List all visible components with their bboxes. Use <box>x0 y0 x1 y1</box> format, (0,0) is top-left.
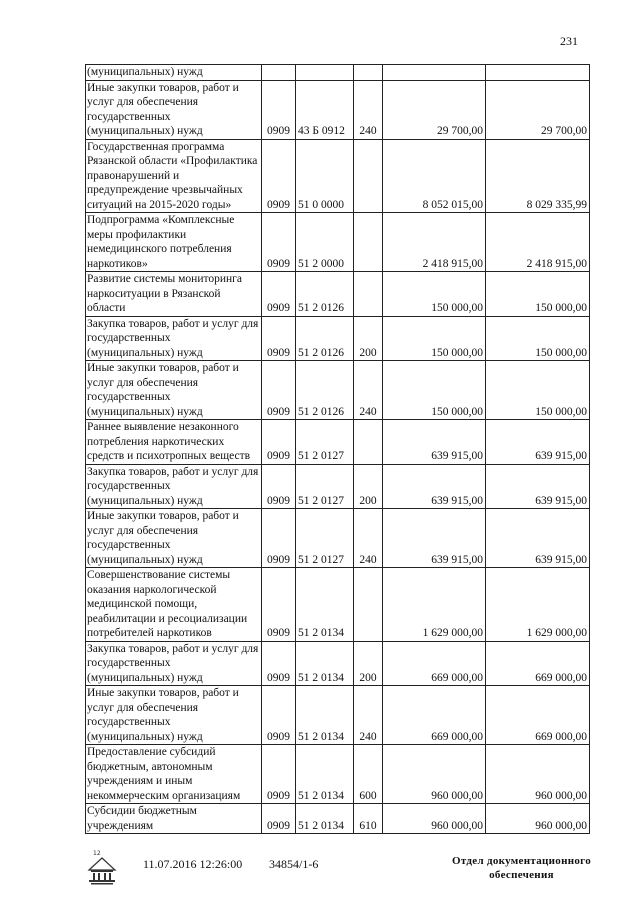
table-row <box>86 361 590 420</box>
row-name-cell: Иные закупки товаров, работ и услуг для обеспечения государственных (муниципальных) нужд <box>86 80 262 139</box>
row-name-cell: Иные закупки товаров, работ и услуг для обеспечения государственных (муниципальных) нужд <box>86 686 262 745</box>
row-sum1-cell: 8 052 015,00 <box>383 139 486 213</box>
row-kind-cell <box>354 213 383 272</box>
table-row <box>86 65 590 81</box>
row-sum2-cell: 639 915,00 <box>486 509 590 568</box>
row-name-cell: Совершенствование системы оказания наркологической медицинской помощи, реабилитации и ресоциализации потребителей наркотиков <box>86 568 262 642</box>
row-code-cell: 51 2 0134 <box>296 568 354 642</box>
page-footer <box>85 848 595 888</box>
row-sum2-cell: 29 700,00 <box>486 80 590 139</box>
row-section-cell: 0909 <box>262 641 296 686</box>
table-row <box>86 420 590 465</box>
row-kind-cell <box>354 420 383 465</box>
row-sum2-cell: 639 915,00 <box>486 464 590 509</box>
table-row <box>86 80 590 139</box>
row-code-cell: 51 2 0134 <box>296 745 354 804</box>
row-section-cell: 0909 <box>262 80 296 139</box>
row-kind-cell: 200 <box>354 316 383 361</box>
row-code-cell: 51 2 0127 <box>296 509 354 568</box>
row-sum1-cell <box>383 65 486 81</box>
row-kind-cell <box>354 568 383 642</box>
row-sum1-cell: 2 418 915,00 <box>383 213 486 272</box>
table-row <box>86 272 590 317</box>
table-body <box>86 65 590 834</box>
table-row <box>86 641 590 686</box>
table-row <box>86 686 590 745</box>
row-name-cell: (муниципальных) нужд <box>86 65 262 81</box>
footer-datetime: 11.07.2016 12:26:00 <box>143 857 243 871</box>
row-sum1-cell: 639 915,00 <box>383 464 486 509</box>
footer-document-number: 34854/1-6 <box>269 857 319 871</box>
row-code-cell: 51 0 0000 <box>296 139 354 213</box>
footer-department <box>452 854 591 882</box>
row-kind-cell: 600 <box>354 745 383 804</box>
table-row <box>86 213 590 272</box>
row-section-cell: 0909 <box>262 272 296 317</box>
row-section-cell: 0909 <box>262 464 296 509</box>
row-code-cell: 51 2 0126 <box>296 272 354 317</box>
row-name-cell: Иные закупки товаров, работ и услуг для обеспечения государственных (муниципальных) нужд <box>86 361 262 420</box>
row-sum2-cell: 669 000,00 <box>486 641 590 686</box>
row-sum1-cell: 639 915,00 <box>383 420 486 465</box>
row-sum2-cell: 639 915,00 <box>486 420 590 465</box>
row-kind-cell: 240 <box>354 361 383 420</box>
row-sum2-cell: 150 000,00 <box>486 361 590 420</box>
row-sum2-cell: 2 418 915,00 <box>486 213 590 272</box>
row-name-cell: Раннее выявление незаконного потребления наркотических средств и психотропных веществ <box>86 420 262 465</box>
registry-logo-icon <box>85 848 119 886</box>
row-section-cell: 0909 <box>262 509 296 568</box>
table-row <box>86 464 590 509</box>
footer-department-line2: обеспечения <box>489 869 554 881</box>
row-name-cell: Иные закупки товаров, работ и услуг для обеспечения государственных (муниципальных) нужд <box>86 509 262 568</box>
row-sum2-cell: 1 629 000,00 <box>486 568 590 642</box>
row-code-cell <box>296 65 354 81</box>
row-section-cell: 0909 <box>262 361 296 420</box>
table-row <box>86 745 590 804</box>
row-kind-cell <box>354 139 383 213</box>
row-section-cell: 0909 <box>262 568 296 642</box>
row-code-cell: 43 Б 0912 <box>296 80 354 139</box>
row-sum1-cell: 639 915,00 <box>383 509 486 568</box>
row-sum2-cell: 960 000,00 <box>486 804 590 834</box>
row-kind-cell: 240 <box>354 80 383 139</box>
row-name-cell: Предоставление субсидий бюджетным, автономным учреждениям и иным некоммерческим организациям <box>86 745 262 804</box>
row-sum1-cell: 669 000,00 <box>383 686 486 745</box>
row-name-cell: Закупка товаров, работ и услуг для государственных (муниципальных) нужд <box>86 464 262 509</box>
row-sum2-cell: 8 029 335,99 <box>486 139 590 213</box>
row-name-cell: Закупка товаров, работ и услуг для государственных (муниципальных) нужд <box>86 316 262 361</box>
row-section-cell: 0909 <box>262 213 296 272</box>
row-name-cell: Субсидии бюджетным учреждениям <box>86 804 262 834</box>
row-name-cell: Подпрограмма «Комплексные меры профилактики немедицинского потребления наркотиков» <box>86 213 262 272</box>
row-sum1-cell: 669 000,00 <box>383 641 486 686</box>
table-row <box>86 139 590 213</box>
row-sum1-cell: 29 700,00 <box>383 80 486 139</box>
footer-department-line1: Отдел документационного <box>451 855 591 867</box>
row-section-cell: 0909 <box>262 686 296 745</box>
row-section-cell: 0909 <box>262 316 296 361</box>
budget-table <box>85 64 590 834</box>
row-code-cell: 51 2 0000 <box>296 213 354 272</box>
row-sum1-cell: 960 000,00 <box>383 804 486 834</box>
row-code-cell: 51 2 0134 <box>296 804 354 834</box>
row-kind-cell: 200 <box>354 464 383 509</box>
row-code-cell: 51 2 0134 <box>296 686 354 745</box>
row-kind-cell: 240 <box>354 509 383 568</box>
table-row <box>86 316 590 361</box>
row-code-cell: 51 2 0127 <box>296 464 354 509</box>
table-row <box>86 568 590 642</box>
row-kind-cell <box>354 272 383 317</box>
row-sum2-cell <box>486 65 590 81</box>
row-name-cell: Государственная программа Рязанской области «Профилактика правонарушений и предупреждение чрезвычайных ситуаций на 2015-2020 годы» <box>86 139 262 213</box>
row-sum1-cell: 960 000,00 <box>383 745 486 804</box>
row-kind-cell <box>354 65 383 81</box>
table-row <box>86 804 590 834</box>
row-sum1-cell: 150 000,00 <box>383 272 486 317</box>
row-kind-cell: 610 <box>354 804 383 834</box>
row-sum1-cell: 1 629 000,00 <box>383 568 486 642</box>
row-sum2-cell: 960 000,00 <box>486 745 590 804</box>
row-sum2-cell: 150 000,00 <box>486 272 590 317</box>
row-sum2-cell: 150 000,00 <box>486 316 590 361</box>
table-row <box>86 509 590 568</box>
row-code-cell: 51 2 0134 <box>296 641 354 686</box>
row-section-cell: 0909 <box>262 420 296 465</box>
row-code-cell: 51 2 0126 <box>296 316 354 361</box>
row-code-cell: 51 2 0127 <box>296 420 354 465</box>
row-name-cell: Развитие системы мониторинга наркоситуации в Рязанской области <box>86 272 262 317</box>
row-section-cell: 0909 <box>262 139 296 213</box>
logo-number: 12 <box>93 850 101 857</box>
row-section-cell <box>262 65 296 81</box>
row-code-cell: 51 2 0126 <box>296 361 354 420</box>
row-section-cell: 0909 <box>262 804 296 834</box>
row-sum1-cell: 150 000,00 <box>383 316 486 361</box>
row-section-cell: 0909 <box>262 745 296 804</box>
row-sum1-cell: 150 000,00 <box>383 361 486 420</box>
row-sum2-cell: 669 000,00 <box>486 686 590 745</box>
page-number: 231 <box>560 34 578 48</box>
row-kind-cell: 240 <box>354 686 383 745</box>
row-kind-cell: 200 <box>354 641 383 686</box>
row-name-cell: Закупка товаров, работ и услуг для государственных (муниципальных) нужд <box>86 641 262 686</box>
